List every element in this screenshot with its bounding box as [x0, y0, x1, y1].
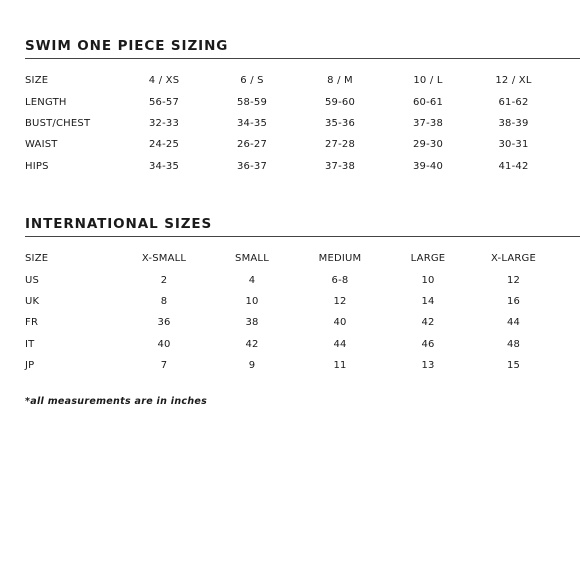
header-cell: 4 / XS: [148, 75, 180, 87]
table-cell: 10: [421, 274, 435, 286]
header-cell: 10 / L: [413, 75, 443, 87]
header-cell: SIZE: [25, 253, 49, 265]
header-cell: SIZE: [25, 75, 49, 87]
header-cell: SMALL: [235, 253, 269, 265]
table-cell: 37-38: [412, 117, 444, 129]
table-cell: 9: [248, 360, 256, 372]
table-cell: 44: [333, 338, 347, 350]
table-cell: 46: [421, 338, 435, 350]
table-cell: 34-35: [236, 117, 268, 129]
table-cell: 59-60: [324, 96, 356, 108]
swim-sizing-title: SWIM ONE PIECE SIZING: [25, 38, 229, 54]
header-cell: LARGE: [410, 253, 446, 265]
table-cell: 44: [506, 317, 521, 329]
row-label: HIPS: [25, 160, 49, 172]
header-cell: 6 / S: [240, 75, 264, 87]
table-row: [25, 355, 555, 376]
table-cell: 12: [506, 274, 521, 286]
table-row: [25, 312, 555, 333]
table-cell: 42: [245, 338, 259, 350]
row-label: US: [25, 274, 40, 286]
row-label: JP: [25, 360, 35, 372]
international-sizes-table: [25, 248, 555, 376]
table-header-row: [25, 248, 555, 269]
table-cell: 48: [506, 338, 521, 350]
table-row: [25, 113, 555, 134]
table-cell: 56-57: [148, 96, 180, 108]
table-cell: 32-33: [148, 117, 180, 129]
table-cell: 35-36: [324, 117, 356, 129]
measurement-note: *all measurements are in inches: [25, 396, 208, 407]
row-label: BUST/CHEST: [25, 117, 91, 129]
table-cell: 34-35: [148, 160, 180, 172]
header-cell: X-LARGE: [490, 253, 537, 265]
table-cell: 40: [333, 317, 347, 329]
row-label: FR: [25, 317, 39, 329]
table-cell: 13: [421, 360, 435, 372]
row-label: WAIST: [25, 139, 58, 151]
table-cell: 29-30: [412, 139, 444, 151]
table-row: [25, 134, 555, 155]
table-cell: 39-40: [412, 160, 444, 172]
row-label: UK: [25, 295, 40, 307]
table-cell: 26-27: [236, 139, 268, 151]
table-header-row: [25, 70, 555, 91]
table-cell: 12: [333, 295, 347, 307]
table-cell: 4: [248, 274, 256, 286]
table-cell: 11: [333, 360, 347, 372]
table-cell: 37-38: [324, 160, 356, 172]
table-cell: 14: [421, 295, 435, 307]
swim-sizing-table: [25, 70, 555, 177]
table-cell: 24-25: [148, 139, 180, 151]
header-cell: 12 / XL: [495, 75, 532, 87]
table-cell: 15: [506, 360, 521, 372]
table-cell: 38-39: [498, 117, 529, 129]
table-cell: 42: [421, 317, 435, 329]
table-cell: 2: [160, 274, 168, 286]
table-cell: 58-59: [236, 96, 268, 108]
header-cell: 8 / M: [327, 75, 353, 87]
table-cell: 40: [157, 338, 171, 350]
table-row: [25, 269, 555, 290]
row-label: LENGTH: [25, 96, 67, 108]
header-cell: X-SMALL: [141, 253, 187, 265]
header-cell: MEDIUM: [318, 253, 362, 265]
table-cell: 38: [245, 317, 259, 329]
section-divider: [25, 58, 580, 59]
table-row: [25, 291, 555, 312]
table-cell: 16: [506, 295, 521, 307]
table-cell: 8: [160, 295, 168, 307]
table-cell: 36: [157, 317, 171, 329]
table-row: [25, 91, 555, 112]
table-cell: 7: [160, 360, 168, 372]
international-sizes-title: INTERNATIONAL SIZES: [25, 216, 213, 232]
section-divider: [25, 236, 580, 237]
swim-sizing-section: [25, 38, 580, 177]
table-row: [25, 334, 555, 355]
international-sizes-section: [25, 216, 580, 376]
table-cell: 61-62: [498, 96, 529, 108]
table-cell: 41-42: [498, 160, 529, 172]
table-cell: 27-28: [324, 139, 356, 151]
row-label: IT: [25, 338, 35, 350]
table-cell: 36-37: [236, 160, 268, 172]
table-cell: 10: [245, 295, 259, 307]
table-cell: 60-61: [412, 96, 444, 108]
table-cell: 6-8: [331, 274, 349, 286]
table-cell: 30-31: [498, 139, 529, 151]
table-row: [25, 156, 555, 177]
